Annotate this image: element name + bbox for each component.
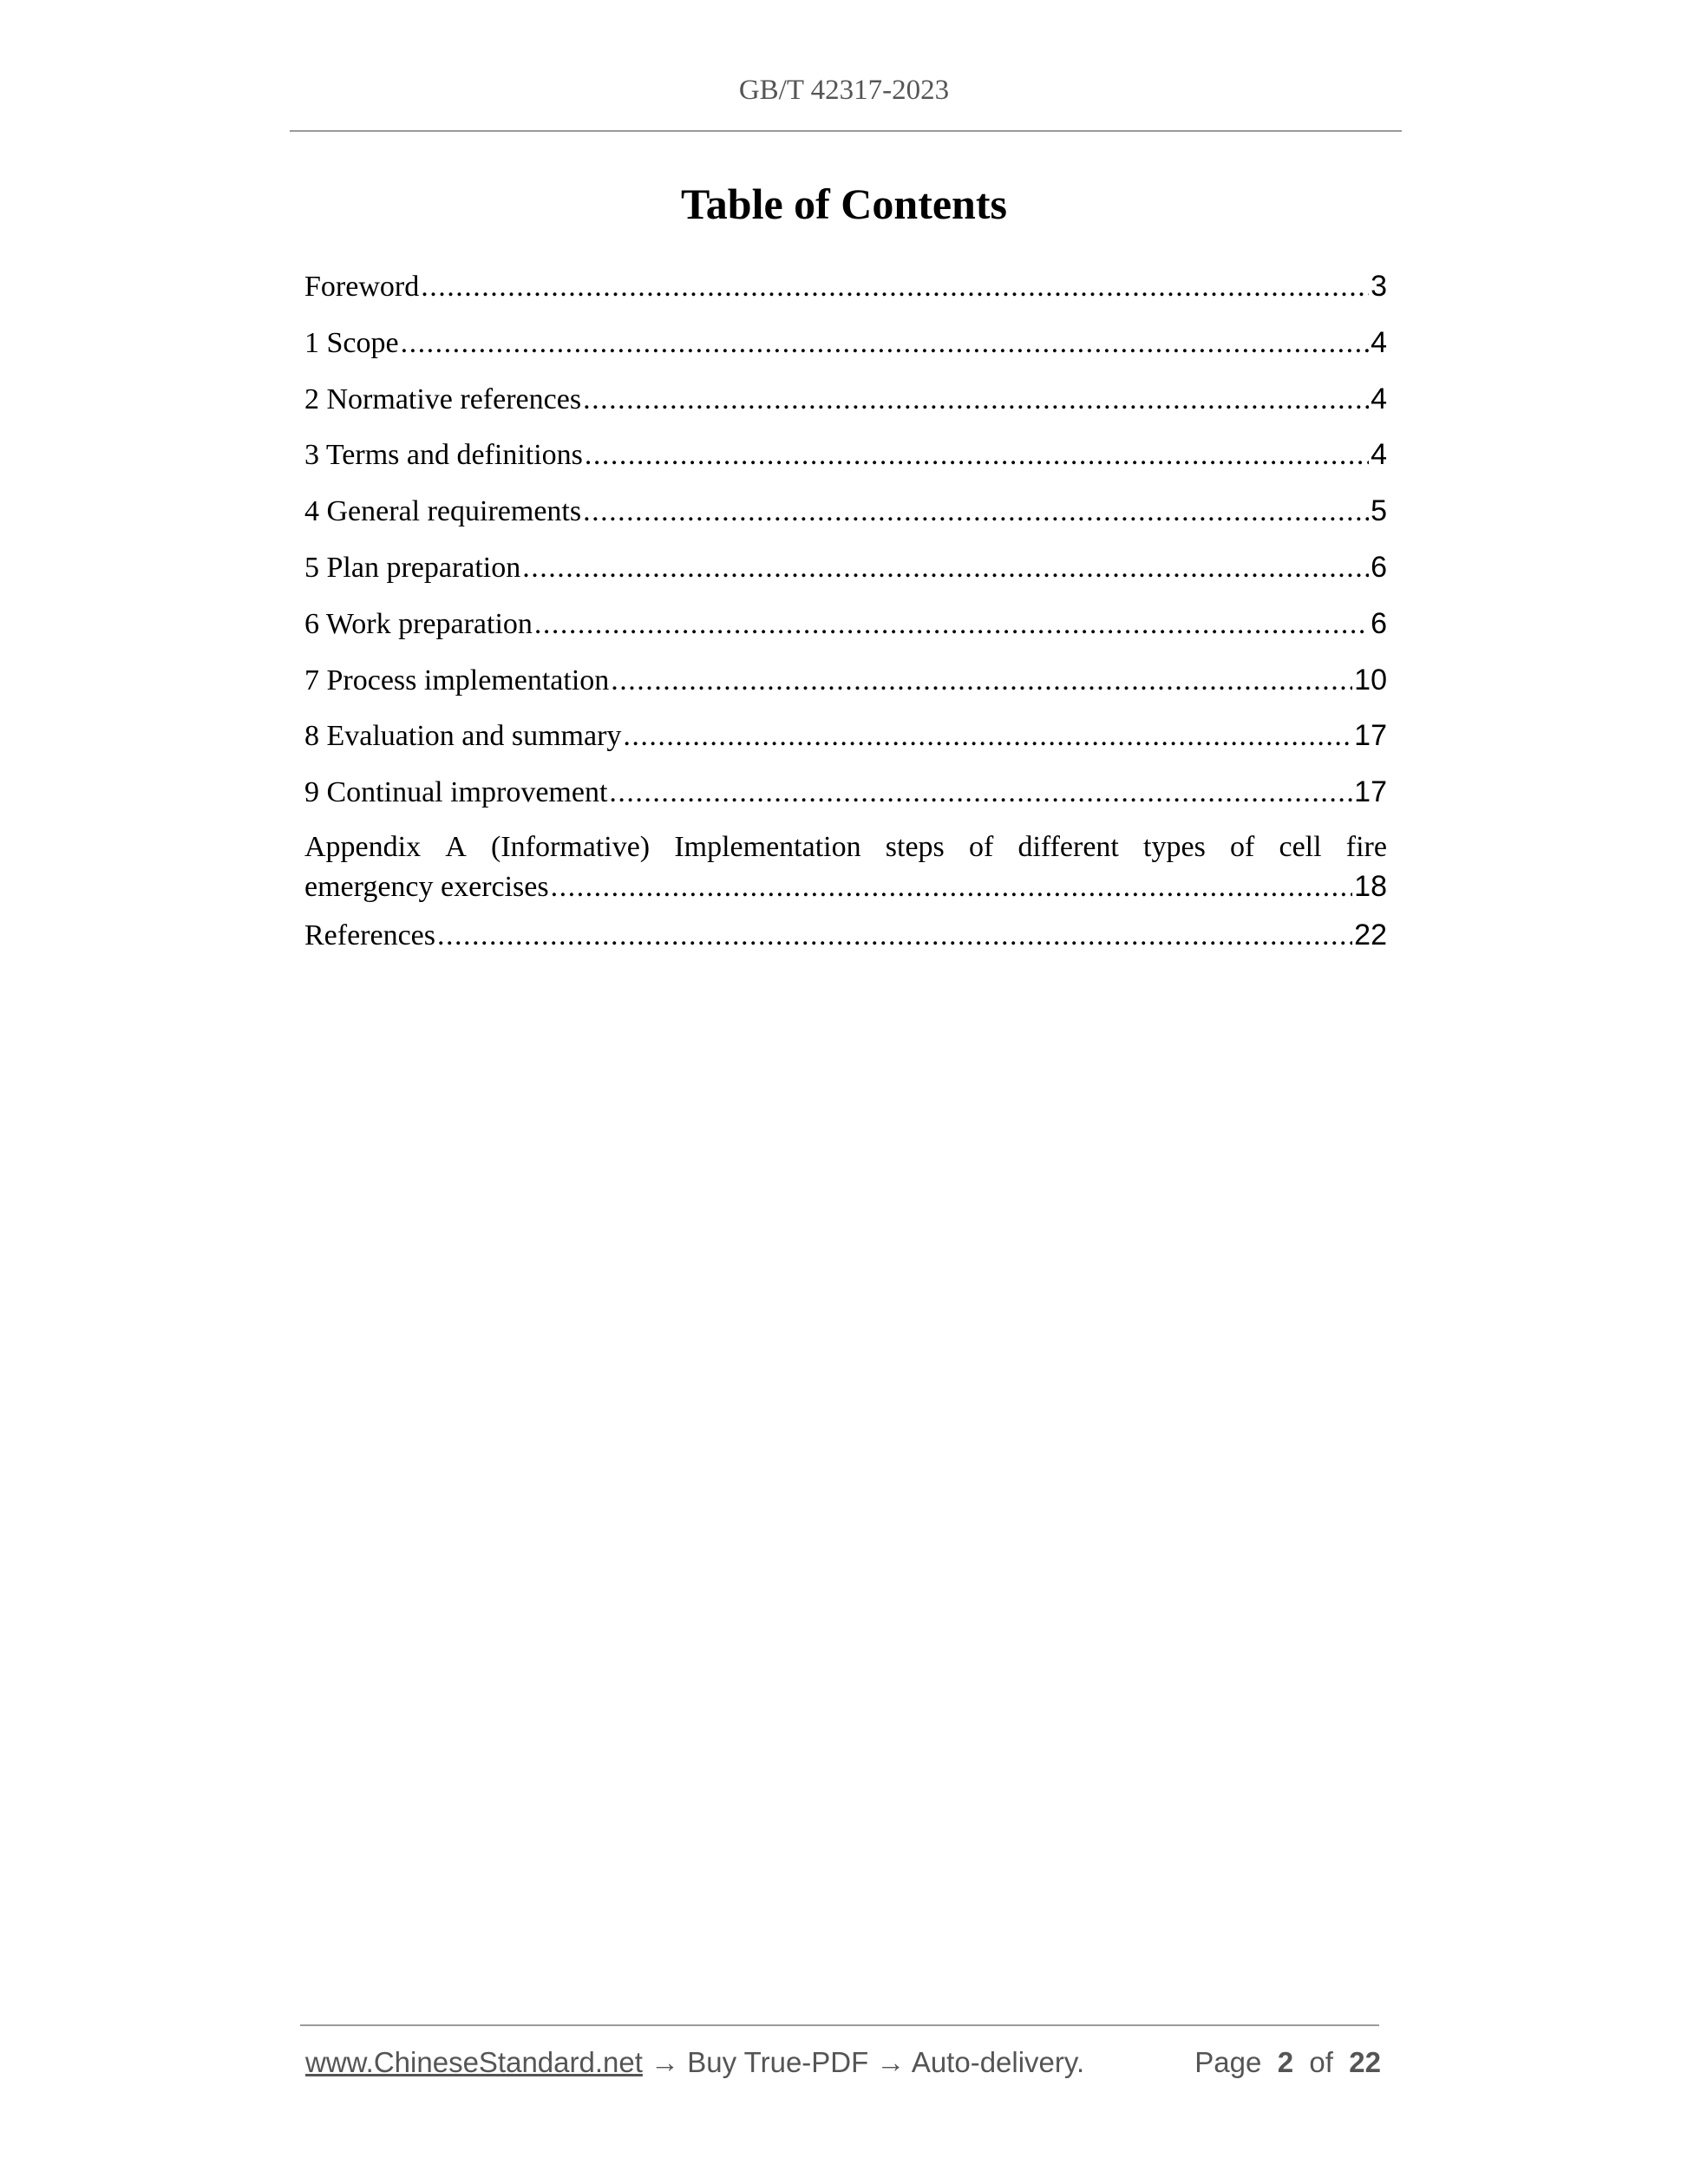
page-indicator	[1194, 2046, 1381, 2079]
toc-word: fire	[1345, 830, 1387, 863]
toc-entry-page: 4	[1371, 325, 1387, 359]
toc-entry-label: 5 Plan preparation	[304, 551, 521, 584]
toc-entry-page: 18	[1354, 869, 1387, 903]
toc-entry-references[interactable]	[304, 907, 1387, 964]
toc-entry-appendix-a[interactable]	[304, 821, 1387, 907]
toc-title: Table of Contents	[681, 180, 1007, 228]
toc-entry-evaluation-summary[interactable]	[304, 708, 1387, 764]
site-link[interactable]: www.ChineseStandard.net	[305, 2046, 643, 2078]
page-word: Page	[1194, 2046, 1262, 2078]
toc-entry-page: 17	[1354, 719, 1387, 753]
toc-entry-page: 17	[1354, 775, 1387, 809]
toc-word: different	[1017, 830, 1119, 863]
toc-leader-dots	[583, 484, 1369, 540]
toc-entry-normative-references[interactable]	[304, 371, 1387, 428]
toc-leader-dots	[534, 597, 1369, 653]
toc-entry-label-line1	[304, 829, 1387, 866]
toc-entry-general-requirements[interactable]	[304, 483, 1387, 539]
toc-leader-dots	[611, 653, 1352, 709]
toc-entry-label: 8 Evaluation and summary	[304, 720, 622, 753]
toc-entry-page: 4	[1371, 382, 1387, 415]
toc-entry-label-line2: emergency exercises	[304, 870, 549, 903]
toc-leader-dots	[401, 316, 1369, 372]
toc-entry-label: 7 Process implementation	[304, 664, 610, 696]
toc-word: types	[1143, 830, 1206, 863]
toc-entry-label: 1 Scope	[304, 326, 399, 359]
toc-leader-dots	[623, 709, 1352, 765]
toc-leader-dots	[522, 540, 1369, 597]
toc-leader-dots	[551, 866, 1353, 908]
toc-entry-plan-preparation[interactable]	[304, 539, 1387, 596]
toc-entry-work-preparation[interactable]	[304, 596, 1387, 652]
promo-text: → Buy True-PDF → Auto-delivery.	[642, 2046, 1085, 2078]
header-divider	[290, 130, 1402, 132]
toc-entry-terms-definitions[interactable]	[304, 427, 1387, 483]
toc-entry-page: 3	[1371, 270, 1387, 303]
toc-entry-label: 2 Normative references	[304, 383, 582, 415]
table-of-contents	[304, 258, 1387, 964]
toc-entry-page: 4	[1371, 438, 1387, 472]
toc-entry-label: 9 Continual improvement	[304, 776, 608, 809]
toc-leader-dots	[585, 428, 1369, 484]
toc-entry-label: 4 General requirements	[304, 495, 582, 528]
page-of: of	[1309, 2046, 1333, 2078]
page-total: 22	[1349, 2046, 1381, 2078]
toc-word: steps	[885, 830, 945, 863]
toc-entry-continual-improvement[interactable]	[304, 764, 1387, 821]
toc-word: (Informative)	[491, 830, 651, 863]
toc-entry-label: References	[304, 919, 436, 951]
toc-word: of	[1230, 830, 1255, 863]
toc-entry-process-implementation[interactable]	[304, 652, 1387, 709]
footer-divider	[300, 2024, 1379, 2026]
toc-entry-label: 3 Terms and definitions	[304, 439, 583, 472]
toc-entry-page: 5	[1371, 494, 1387, 528]
toc-entry-foreword[interactable]	[304, 258, 1387, 315]
toc-entry-page: 22	[1354, 918, 1387, 951]
page-footer	[305, 2046, 1381, 2079]
toc-entry-page: 10	[1354, 663, 1387, 696]
toc-word: cell	[1279, 830, 1322, 863]
page-current: 2	[1277, 2046, 1294, 2078]
toc-entry-page: 6	[1371, 606, 1387, 640]
toc-leader-dots	[609, 765, 1352, 821]
footer-promo	[305, 2046, 1084, 2079]
document-header: GB/T 42317-2023	[738, 75, 950, 106]
toc-leader-dots	[437, 908, 1352, 964]
toc-entry-page: 6	[1371, 550, 1387, 584]
toc-leader-dots	[421, 259, 1369, 316]
toc-entry-scope[interactable]	[304, 315, 1387, 371]
toc-entry-label: Foreword	[304, 271, 420, 303]
toc-word: Implementation	[674, 830, 861, 863]
toc-entry-label: 6 Work preparation	[304, 607, 533, 640]
toc-leader-dots	[583, 372, 1369, 428]
toc-word: A	[445, 830, 467, 863]
toc-word: of	[968, 830, 994, 863]
toc-word: Appendix	[304, 830, 422, 863]
